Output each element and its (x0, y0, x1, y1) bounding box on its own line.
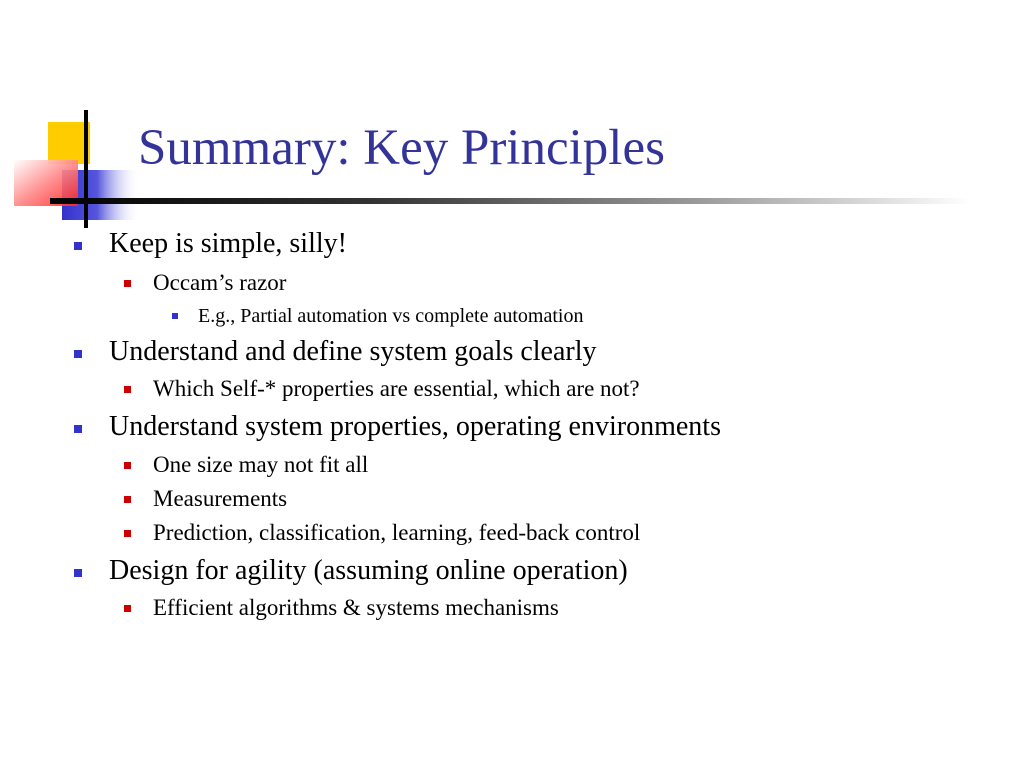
square-bullet-icon (172, 313, 178, 319)
list-item-text: Design for agility (assuming online operation) (109, 555, 628, 586)
square-bullet-icon (124, 280, 131, 287)
square-bullet-icon (124, 605, 131, 612)
list-item-text: Which Self-* properties are essential, which are not? (153, 376, 640, 401)
list-item-text: Understand system properties, operating environments (109, 411, 721, 442)
list-item-text: One size may not fit all (153, 452, 369, 477)
list-item-text: Prediction, classification, learning, feed-back control (153, 520, 641, 545)
slide-title: Summary: Key Principles (138, 120, 665, 176)
square-bullet-icon (74, 242, 82, 250)
decor-vertical-line (84, 110, 88, 228)
decor-yellow-square (48, 122, 90, 164)
square-bullet-icon (74, 569, 82, 577)
square-bullet-icon (74, 350, 82, 358)
list-item-text: E.g., Partial automation vs complete automation (198, 305, 584, 327)
square-bullet-icon (74, 425, 82, 433)
list-item-text: Keep is simple, silly! (109, 228, 347, 259)
list-item-text: Understand and define system goals clearly (109, 336, 597, 367)
title-underline (50, 198, 970, 204)
square-bullet-icon (124, 530, 131, 537)
list-item-text: Occam’s razor (153, 270, 287, 295)
square-bullet-icon (124, 496, 131, 503)
list-item-text: Efficient algorithms & systems mechanisms (153, 595, 559, 620)
square-bullet-icon (124, 462, 131, 469)
square-bullet-icon (124, 386, 131, 393)
list-item-text: Measurements (153, 486, 288, 511)
